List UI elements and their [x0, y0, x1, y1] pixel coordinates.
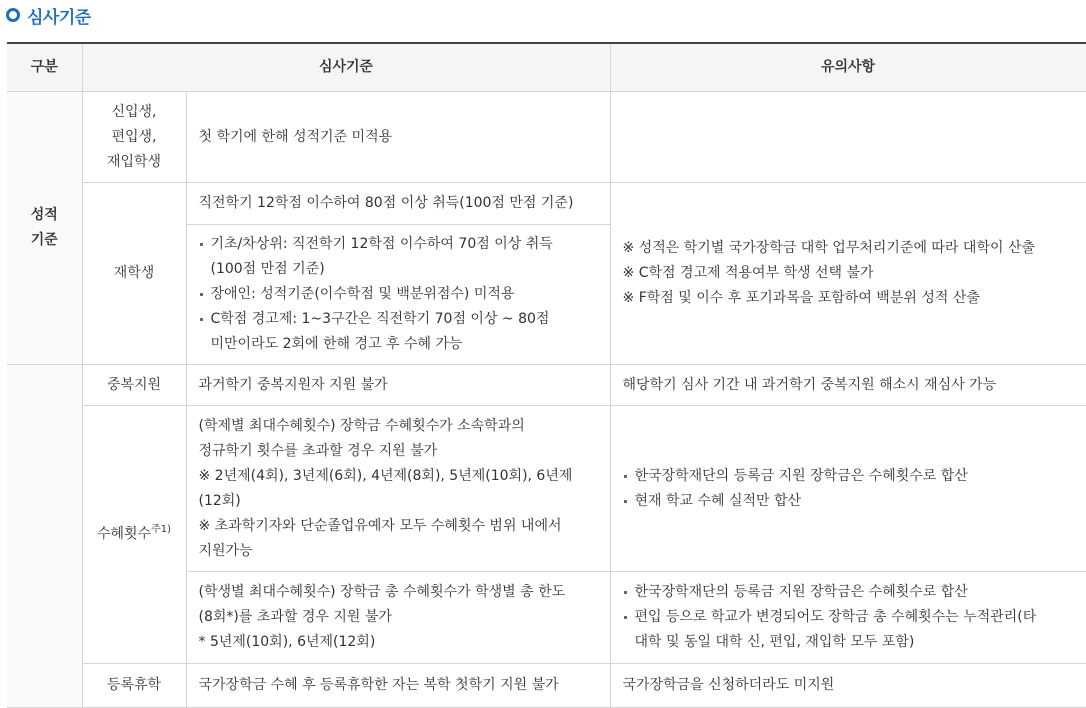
item-line: 대학 및 동일 대학 신, 편입, 재입학 모두 포함) — [634, 634, 915, 650]
notes-new-students — [610, 92, 1086, 183]
criteria-line: 지원가능 — [198, 542, 253, 559]
item-line: 한국장학재단의 등록금 지원 장학금은 수혜횟수로 합산 — [634, 584, 968, 600]
list-item — [623, 464, 1074, 489]
criteria-line: (학제별 최대수혜횟수) 장학금 수혜횟수가 소속학과의 — [198, 417, 525, 434]
sub-leave: 등록휴학 — [82, 664, 186, 708]
notes-list — [623, 464, 1074, 514]
notes-count-dept — [610, 406, 1086, 572]
item-line: 현재 학교 수혜 실적만 합산 — [634, 492, 802, 509]
table-row — [7, 365, 1086, 406]
table-header-row — [7, 43, 1086, 92]
criteria-line: ※ 초과학기자와 단순졸업유예자 모두 수혜횟수 범위 내에서 — [198, 517, 562, 534]
criteria-leave: 국가장학금 수혜 후 등록휴학한 자는 복학 첫학기 지원 불가 — [186, 664, 610, 708]
criteria-line: * 5년제(10회), 6년제(12회) — [198, 634, 376, 650]
notes-enrolled — [610, 183, 1086, 365]
table-row — [7, 406, 1086, 572]
criteria-count-dept — [186, 406, 610, 572]
header-criteria: 심사기준 — [82, 43, 610, 92]
circle-bullet-icon — [6, 8, 20, 22]
list-item — [623, 580, 1074, 605]
criteria-duplicate: 과거학기 중복지원자 지원 불가 — [186, 365, 610, 406]
notes-leave: 국가장학금을 신청하더라도 미지원 — [610, 664, 1086, 708]
section-heading — [6, 2, 91, 28]
criteria-line: (12회) — [198, 492, 241, 509]
label-line: 편입생, — [111, 128, 157, 145]
item-line: 장애인: 성적기준(이수학점 및 백분위점수) 미적용 — [210, 286, 515, 302]
sub-duplicate: 중복지원 — [82, 365, 186, 406]
note-line: ※ 성적은 학기별 국가장학금 대학 업무처리기준에 따라 대학이 산출 — [622, 240, 1035, 256]
section-title: 심사기준 — [27, 7, 91, 28]
criteria-line: ※ 2년제(4회), 3년제(6회), 4년제(8회), 5년제(10회), 6년제 — [198, 467, 573, 484]
sub-benefit-count-label: 수혜횟수 — [96, 526, 152, 542]
item-line: 편입 등으로 학교가 변경되어도 장학금 총 수혜횟수는 누적관리(타 — [634, 609, 1037, 625]
criteria-new-students: 첫 학기에 한해 성적기준 미적용 — [186, 92, 610, 183]
header-notes: 유의사항 — [610, 43, 1086, 92]
sub-enrolled: 재학생 — [82, 183, 186, 365]
label-line: 신입생, — [111, 103, 157, 120]
list-item — [623, 489, 1074, 514]
item-line: C학점 경고제: 1~3구간은 직전학기 70점 이상 ~ 80점 — [210, 311, 550, 327]
label-line: 재입학생 — [106, 153, 162, 170]
table-row — [7, 183, 1086, 225]
note-line: ※ F학점 및 이수 후 포기과목을 포함하여 백분위 성적 산출 — [622, 290, 980, 306]
header-category: 구분 — [7, 43, 82, 92]
criteria-line: (학생별 최대수혜횟수) 장학금 총 수혜횟수가 학생별 총 한도 — [198, 584, 566, 600]
item-line: (100점 만점 기준) — [210, 261, 325, 277]
notes-duplicate: 해당학기 심사 기간 내 과거학기 중복지원 해소시 재심사 가능 — [610, 365, 1086, 406]
criteria-line: (8회*)를 초과할 경우 지원 불가 — [198, 609, 392, 625]
criteria-list — [199, 232, 598, 357]
category-grade-line1: 성적 — [30, 207, 58, 223]
criteria-line: 정규학기 횟수를 초과할 경우 지원 불가 — [198, 442, 438, 459]
list-item — [623, 605, 1074, 655]
list-item — [199, 232, 598, 282]
item-line: 한국장학재단의 등록금 지원 장학금은 수혜횟수로 합산 — [634, 467, 968, 484]
notes-count-student — [610, 572, 1086, 664]
category-grade — [7, 92, 82, 365]
criteria-enrolled-main: 직전학기 12학점 이수하여 80점 이상 취득(100점 만점 기준) — [186, 183, 610, 225]
criteria-table — [7, 42, 1086, 708]
criteria-enrolled-items — [186, 225, 610, 365]
item-line: 기초/차상위: 직전학기 12학점 이수하여 70점 이상 취득 — [210, 236, 553, 252]
sub-new-students — [82, 92, 186, 183]
table-row — [7, 92, 1086, 183]
criteria-count-student — [186, 572, 610, 664]
category-blank — [7, 365, 82, 708]
note-line: ※ C학점 경고제 적용여부 학생 선택 불가 — [622, 265, 874, 281]
footnote-marker: 주1) — [151, 524, 172, 535]
list-item — [199, 282, 598, 307]
category-grade-line2: 기준 — [30, 232, 58, 248]
sub-benefit-count — [82, 406, 186, 664]
item-line: 미만이라도 2회에 한해 경고 후 수혜 가능 — [210, 336, 463, 352]
notes-list — [623, 580, 1074, 655]
list-item — [199, 307, 598, 357]
